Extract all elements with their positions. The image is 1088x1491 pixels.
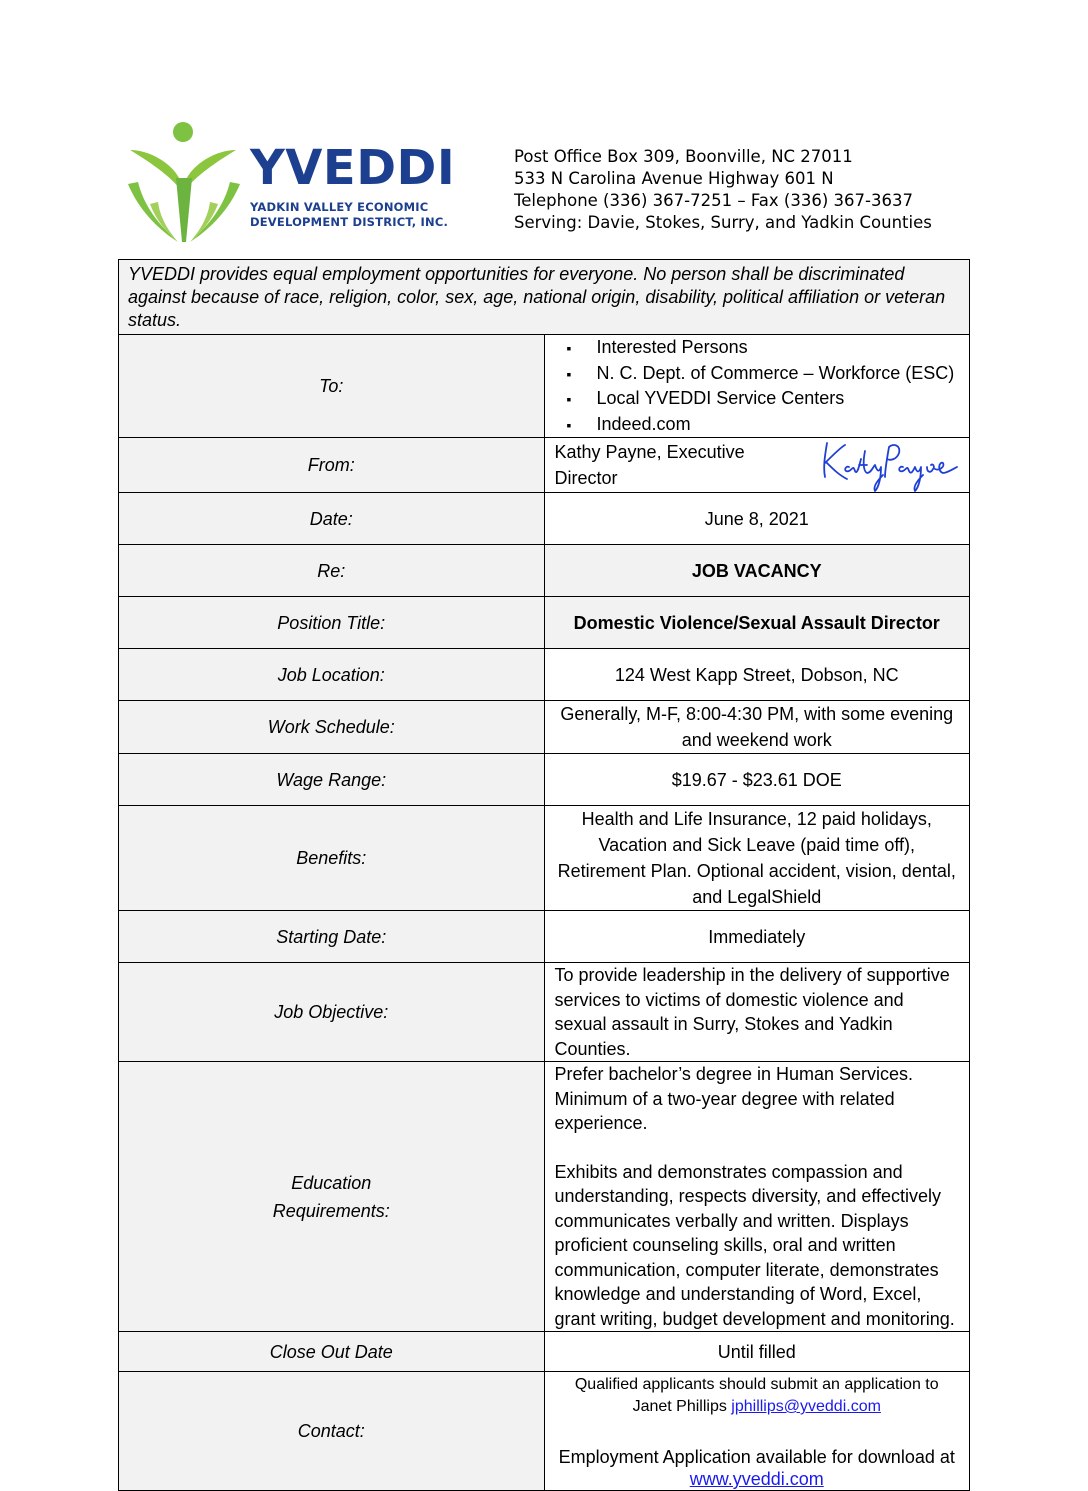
objective-label: Job Objective: — [119, 963, 545, 1062]
list-item: ▪ Indeed.com — [567, 412, 960, 438]
phone-fax-line: Telephone (336) 367-7251 – Fax (336) 367-3637 — [514, 191, 913, 210]
contact-instructions: Qualified applicants should submit an application to Janet Phillips jphillips@yveddi.com — [574, 1376, 939, 1415]
position-value: Domestic Violence/Sexual Assault Director — [544, 597, 970, 649]
contact-email-link[interactable]: jphillips@yveddi.com — [731, 1398, 881, 1415]
education-row — [119, 1062, 970, 1332]
to-row — [119, 335, 970, 438]
notice-row — [119, 260, 970, 335]
starting-value: Immediately — [544, 911, 970, 963]
job-vacancy-table — [118, 259, 970, 1491]
location-label: Job Location: — [119, 649, 545, 701]
from-row — [119, 438, 970, 493]
schedule-row — [119, 701, 970, 754]
recipient-list — [555, 335, 960, 437]
list-item: ▪ Interested Persons — [567, 335, 960, 361]
from-label: From: — [119, 438, 545, 493]
eeo-notice: YVEDDI provides equal employment opportunities for everyone. No person shall be discriminated against because of race, religion, color, sex, age, national origin, disability, political affiliation or veteran status. — [119, 260, 970, 335]
wage-label: Wage Range: — [119, 754, 545, 806]
objective-value: To provide leadership in the delivery of supportive services to victims of domestic violence and sexual assault in Surry, Stokes and Yadkin Counties. — [544, 963, 970, 1062]
list-item: ▪ N. C. Dept. of Commerce – Workforce (ESC) — [567, 361, 960, 387]
to-label: To: — [119, 335, 545, 438]
wage-value: $19.67 - $23.61 DOE — [544, 754, 970, 806]
position-label: Position Title: — [119, 597, 545, 649]
from-value: Kathy Payne, Executive Director — [554, 442, 745, 488]
education-value — [544, 1062, 970, 1332]
address-line: 533 N Carolina Avenue Highway 601 N — [514, 169, 834, 188]
education-paragraph: Prefer bachelor’s degree in Human Services. Minimum of a two-year degree with related experience. — [554, 1064, 914, 1133]
location-row — [119, 649, 970, 701]
date-label: Date: — [119, 493, 545, 545]
application-line: Employment Application available for download at www.yveddi.com — [558, 1447, 955, 1489]
logo-subtitle: YADKIN VALLEY ECONOMIC DEVELOPMENT DISTRICT, INC. — [250, 200, 449, 229]
date-row — [119, 493, 970, 545]
starting-row — [119, 911, 970, 963]
position-row — [119, 597, 970, 649]
benefits-value: Health and Life Insurance, 12 paid holidays, Vacation and Sick Leave (paid time off), Retirement Plan. Optional accident, vision, dental, and LegalShield — [544, 806, 970, 911]
date-value: June 8, 2021 — [544, 493, 970, 545]
schedule-label: Work Schedule: — [119, 701, 545, 754]
re-label: Re: — [119, 545, 545, 597]
education-paragraph: Exhibits and demonstrates compassion and understanding, respects diversity, and effectively communicates verbally and written. Displays proficient counseling skills, oral and written communication, computer literate, demonstrates knowledge and understanding of Word, Excel, grant writing, budget development and monitoring. — [554, 1161, 955, 1329]
close-row — [119, 1332, 970, 1372]
location-value: 124 West Kapp Street, Dobson, NC — [544, 649, 970, 701]
contact-row — [119, 1372, 970, 1491]
wage-row — [119, 754, 970, 806]
yveddi-logo — [126, 120, 456, 244]
serving-line: Serving: Davie, Stokes, Surry, and Yadkin Counties — [514, 213, 932, 232]
re-row — [119, 545, 970, 597]
schedule-value: Generally, M-F, 8:00-4:30 PM, with some evening and weekend work — [544, 701, 970, 754]
education-label: Education Requirements: — [119, 1062, 545, 1332]
starting-label: Starting Date: — [119, 911, 545, 963]
address-line: Post Office Box 309, Boonville, NC 27011 — [514, 147, 853, 166]
objective-row — [119, 963, 970, 1062]
list-item: ▪ Local YVEDDI Service Centers — [567, 386, 960, 412]
address-block — [514, 146, 932, 234]
benefits-row — [119, 806, 970, 911]
leaf-figure-icon — [126, 120, 248, 244]
close-value: Until filled — [544, 1332, 970, 1372]
signature-icon — [819, 437, 959, 493]
re-value: JOB VACANCY — [544, 545, 970, 597]
logo-wordmark: YVEDDI — [250, 140, 456, 196]
close-label: Close Out Date — [119, 1332, 545, 1372]
benefits-label: Benefits: — [119, 806, 545, 911]
contact-label: Contact: — [119, 1372, 545, 1491]
website-link[interactable]: www.yveddi.com — [689, 1469, 824, 1489]
